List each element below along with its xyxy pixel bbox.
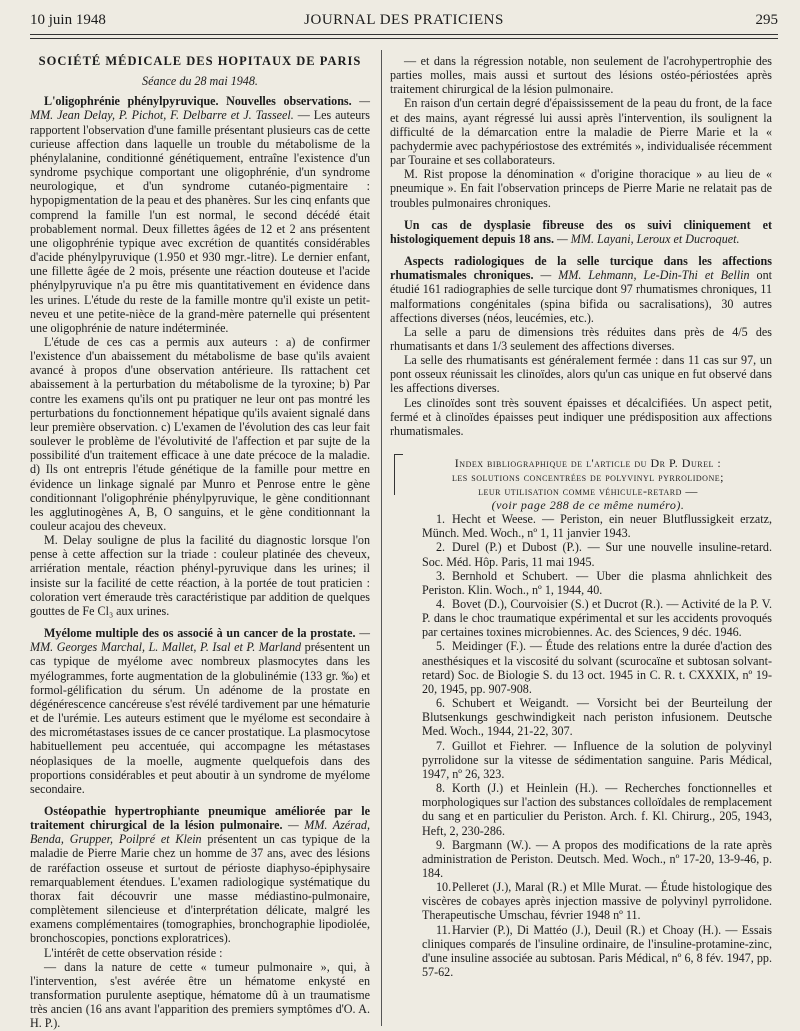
- reference-text: Durel (P.) et Dubost (P.). — Sur une nouvelle insuline-retard. Soc. Méd. Hôp. Paris, 11 mai 1945.: [422, 540, 772, 569]
- reference-item: [404, 597, 772, 639]
- session-date: Séance du 28 mai 1948.: [142, 74, 258, 89]
- reference-item: [404, 569, 772, 597]
- page-number: 295: [755, 12, 778, 28]
- reference-text: Bernhold et Schubert. — Uber die plasma ahnlichkeit des Periston. Klin. Woch., nº 1, 1944, 40.: [422, 568, 772, 597]
- paragraph: L'intérêt de cette observation réside :: [44, 945, 223, 960]
- paragraph: Les clinoïdes sont très souvent épaisses et décalcifiées. Un aspect petit, fermé et à clinoïdes épaisses peut indiquer une prédisposition aux affections rhumatismales.: [390, 395, 772, 438]
- article-myelome: [30, 626, 370, 796]
- article-authors: — MM. Layani, Leroux et Ducroquet.: [557, 231, 740, 246]
- reference-number: 1.: [436, 512, 446, 527]
- section-title: SOCIÉTÉ MÉDICALE DES HOPITAUX DE PARIS: [38, 54, 362, 68]
- reference-text: Guillot et Fiehrer. — Influence de la solution de polyvinyl pyrrolidone sur la vitesse de sédimentation sanguine. Paris Médical, 1947, nº 26, 323.: [422, 738, 772, 781]
- right-column: [390, 54, 772, 979]
- reference-number: 9.: [436, 837, 446, 852]
- reference-number: 8.: [436, 781, 446, 796]
- reference-number: 11.: [436, 922, 451, 937]
- paragraph: En raison d'un certain degré d'épaississement de la peau du front, de la face et des mains, ayant régressé lui aussi après l'intervention, ils soulignent la difficulté de la démarcation entre la maladie de Pierre Marie et la « pachydermie avec pachypériostose des extrémités », individualisée récemment par Touraine et ses collaborateurs.: [390, 96, 772, 168]
- page-header: [30, 12, 778, 34]
- paragraph: L'étude de ces cas a permis aux auteurs : a) de confirmer l'existence d'un abaissement du métabolisme de base qu'ils avaient avancé à propos d'une observation antérieure. Ils rattachent cet abaissement à la perturbation du métabolisme de la tyroxine; b) Par contre les examens qu'ils ont pu pratiquer ne leur ont pas montré les perturbations du fonctionnement hépatique qu'ils avaient signalé dans leur première observation. c) L'examen de l'évolution des cas leur fait soulever le problème de l'évolutivité de l'affection et par sujte de la possibilité d'un traitement efficace à une date précoce de la maladie. d) Ils ont entrepris l'étude génétique de la famille pour mettre en évidence un linkage signalé par Munro et Penrose entre le gène conditionnant l'oligophrénie phénylpyruvique, le gène conditionnant les agglutinogènes A, B, O sanguins, et le gène conditionnant la couleur acajou des cheveux.: [30, 334, 370, 533]
- reference-number: 4.: [436, 597, 446, 611]
- journal-title: JOURNAL DES PRATICIENS: [304, 12, 504, 28]
- reference-number: 3.: [436, 568, 446, 583]
- reference-text: Harvier (P.), Di Mattéo (J.), Deuil (R.) et Choay (H.). — Essais cliniques comparés de l'insuline ordinaire, de l'insuline-protamine-zinc, d'une insuline associée au subtosan. Paris Médical, nº 6, 8 fév. 1947, pp. 57-62.: [422, 922, 772, 980]
- reference-list: [404, 512, 772, 979]
- bracket-ornament: [394, 454, 403, 495]
- reference-text: Bovet (D.), Courvoisier (S.) et Ducrot (R.). — Activité de la P. V. P. dans le choc traumatique expérimental et sur les accidents provoqués par certaines toxines microbiennes. Ac. des Sciences, 9 déc. 1946.: [422, 597, 772, 640]
- article-dysplasie: [390, 218, 772, 246]
- reference-text: Pelleret (J.), Maral (R.) et Mlle Murat. — Étude histologique des viscères de cobayes après injection massive de polyvinyl pyrrolidone. Therapeutische Umschau, février 1948 nº 11.: [422, 880, 772, 923]
- reference-item: [404, 639, 772, 696]
- article-text: ont étudié 161 radiographies de selle turcique dont 97 rhumatismes chroniques, 11 malformations congénitales (spina bifida ou sacralisations), 30 autres affections diverses (néos, leucémies, etc.).: [390, 268, 772, 325]
- article-authors: — MM. Lehmann, Le-Din-Thi et Bellin: [540, 268, 750, 283]
- article-title: L'oligophrénie phénylpyruvique. Nouvelles observations.: [44, 94, 352, 109]
- reference-number: 6.: [436, 696, 446, 711]
- article-authors: — MM. Jean Delay, P. Pichot, F. Delbarre et J. Tasseel.: [30, 94, 370, 123]
- article-title: Aspects radiologiques de la selle turcique dans les affections rhumatismales chroniques.: [390, 254, 772, 283]
- bibliography-heading: Index bibliographique de l'article du Dr P. Durel : les solutions concentrées de polyvinyl pyrrolidone; leur utilisation comme véhicule-retard — (voir page 288 de ce même numéro).: [452, 456, 724, 513]
- reference-number: 7.: [436, 738, 446, 753]
- reference-text: Schubert et Weigandt. — Vorsicht bei der Beurteilung der Blutsenkungs geschwindigkeit nach periston infusionem. Deutsche Med. Woch., 1944, 21-22, 307.: [422, 696, 772, 739]
- reference-item: [404, 838, 772, 880]
- reference-number: 2.: [436, 540, 446, 555]
- article-title: Myélome multiple des os associé à un cancer de la prostate.: [44, 626, 356, 641]
- paragraph: La selle des rhumatisants est généralement fermée : dans 11 cas sur 97, un pont osseux réunissait les clinoïdes, alors qu'un cas unique en fut observé dans les affections diverses.: [390, 353, 772, 396]
- reference-text: Korth (J.) et Heinlein (H.). — Recherches fonctionnelles et morphologiques sur l'action des substances colloïdales de remplacement du sang et en particulier du Periston. Arch. f. Kl. Chirurg., 205, 1943, Heft, 2, 230-286.: [422, 781, 772, 838]
- paragraph: M. Rist propose la dénomination « d'origine thoracique » au lieu de « pneumique ». En fait l'observation princeps de Pierre Marie ne relatait pas de troubles pulmonaires chroniques.: [390, 167, 772, 210]
- article-text: présentent un cas typique de myélome avec nombreux plasmocytes dans les myélogrammes, forte augmentation de la globulinémie (133 gr. ‰) et formol-gélification du sérum. Un adénome de la prostate en dégénérescence cancéreuse s'est révélé tardivement par une hématurie et de l'urémie. Les auteurs estiment que le myélome est secondaire à des micrométastases issues de ce cancer prostatique. La plasmocytose habituellement peu accentuée, qui accompagne les métastases néoplasiques de la moelle, augmente quelquefois dans des proportions considérables et peut aboutir à un syndrome de myélome secondaire.: [30, 640, 370, 796]
- bibliography-box: [394, 452, 772, 979]
- header-rule-bottom: [30, 38, 778, 39]
- reference-text: Meidinger (F.). — Étude des relations entre la durée d'action des anesthésiques et la viscosité du solvant (scurocaïne et subtosan solvant-retard) Soc. de Biologie S. du 13 oct. 1945 in C. R. t. CXXXIX, nº 19-20, 1945, pp. 907-908.: [422, 639, 772, 696]
- header-date: 10 juin 1948: [30, 12, 106, 28]
- reference-item: [404, 923, 772, 980]
- article-osteopathie: [30, 804, 370, 946]
- left-column: [30, 54, 370, 1030]
- column-divider: [381, 50, 382, 1026]
- article-selle-turcique: [390, 254, 772, 325]
- article-text: — Les auteurs rapportent l'observation d'une famille présentant plusieurs cas de cette curieuse affection dans laquelle un trouble du métabolisme de la phénylalanine, conditionné génétiquement, entraîne l'existence d'un syndrome psychique comportant une oligophrénie, d'un syndrome neurologique, et d'un syndrome cutanéo-pigmentaire : hypopigmentation de la peau et des phanères. Sur les cinq enfants que comprend la famille l'un est normal, le second décédé était probablement normal. Deux fillettes âgées de 12 et 2 ans présentent une oligophrénie typique avec excrétion de quantités considérables d'acide phénylpyruvique (1.950 et 930 mgr.-litre). Le dernier enfant, une fillette âgée de 2 mois, présente une réaction douteuse et l'acide phénylpyruvique n'a pu être mis quantitativement en évidence dans les urines. L'étude du reste de la famille montre qu'il existe un petit-neveu et une petite-nièce de la grand-mère paternelle qui présentent une oligophrénie de nature indéterminée.: [30, 108, 370, 335]
- reference-item: [404, 696, 772, 738]
- paragraph: — dans la nature de cette « tumeur pulmonaire », qui, à l'intervention, s'est avérée être un hématome enkysté en transformation purulente aseptique, hématome dû à un traumatisme très ancien (16 ans avant l'apparition des premiers symptômes d'O. A. H. P.).: [30, 959, 370, 1031]
- article-authors: — MM. Georges Marchal, L. Mallet, P. Isal et P. Marland: [30, 626, 370, 655]
- article-authors: — MM. Azérad, Benda, Grupper, Poilpré et Klein: [30, 818, 370, 847]
- reference-number: 10.: [436, 880, 452, 895]
- article-text: présentent un cas typique de la maladie de Pierre Marie chez un homme de 37 ans, avec des lésions de raréfaction osseuse et surtout de périoste diaphyso-épiphysaire remarquablement étendues. L'examen radiologique systématique du thorax fait découvrir une masse médiastino-pulmonaire, complètement silencieuse et d'interprétation délicate, malgré les examens complémentaires (tomographies, bronchographie lipodiolée, bronchoscopies, ponctions exploratrices).: [30, 832, 370, 946]
- article-title: Un cas de dysplasie fibreuse des os suivi cliniquement et histologiquement depuis 18 ans.: [390, 217, 772, 246]
- paragraph: — et dans la régression notable, non seulement de l'acrohypertrophie des parties molles, mais aussi et surtout des lésions ostéo-périostées après traitement chirurgical de la lésion pulmonaire.: [390, 54, 772, 97]
- paragraph: La selle a paru de dimensions très réduites dans près de 4/5 des rhumatisants et dans 1/3 seulement des affections diverses.: [390, 324, 772, 353]
- reference-item: [404, 739, 772, 781]
- reference-item: [404, 880, 772, 922]
- reference-number: 5.: [436, 639, 446, 654]
- reference-item: [404, 781, 772, 838]
- reference-text: Hecht et Weese. — Periston, ein neuer Blutflussigkeit erzatz, Münch. Med. Woch., nº 1, 11 janvier 1943.: [422, 512, 772, 541]
- article-oligophrenie: [30, 94, 370, 335]
- reference-item: [404, 512, 772, 540]
- header-rule-top: [30, 34, 778, 35]
- reference-item: [404, 540, 772, 568]
- reference-text: Bargmann (W.). — A propos des modifications de la rate après administration de Periston. Deutsch. Med. Woch., nº 17-20, 13-9-46, p. 184.: [422, 837, 772, 880]
- article-title: Ostéopathie hypertrophiante pneumique améliorée par le traitement chirurgical de la lésion pulmonaire.: [30, 803, 370, 833]
- paragraph: M. Delay souligne de plus la facilité du diagnostic lorsque l'on pense à cette affection sur la triade : couleur platinée des cheveux, arriération mentale, réaction phényl-pyruvique dans les urines; il insiste sur la facilité de cette réaction, à la portée de tout praticien : coloration vert émeraude très caractéristique par addition de quelques gouttes de Fe Cl₃ aux urines.: [30, 533, 370, 618]
